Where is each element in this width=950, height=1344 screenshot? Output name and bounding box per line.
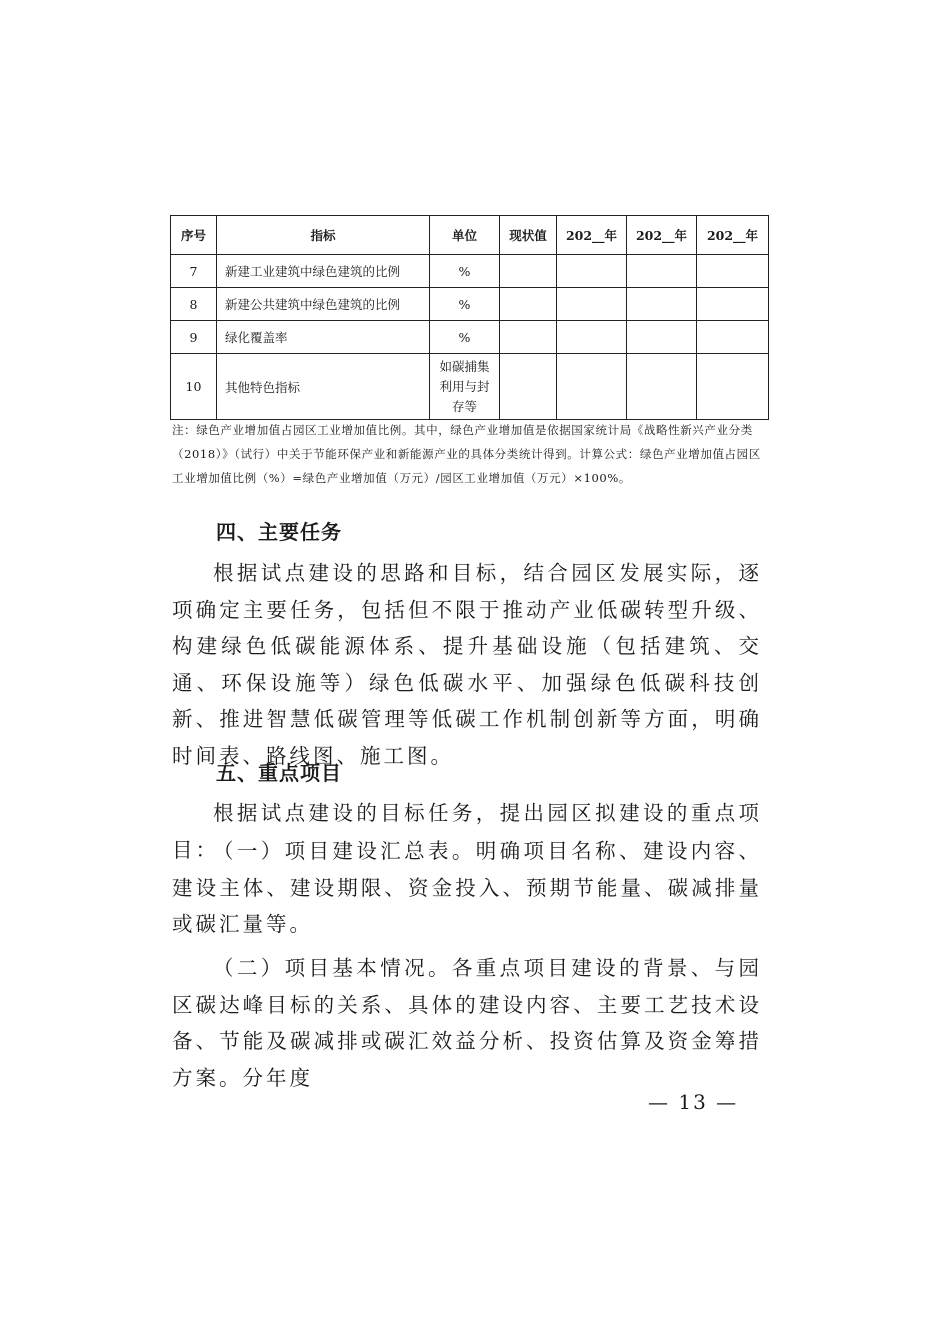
table-row (171, 354, 769, 420)
row-no: 7 (171, 255, 217, 288)
empty-cell (697, 321, 769, 354)
indicator-table (170, 215, 769, 420)
empty-cell (627, 354, 697, 420)
empty-cell (500, 321, 557, 354)
section-5-item-2: （二）项目基本情况。各重点项目建设的背景、与园区碳达峰目标的关系、具体的建设内容、主要工艺技术设备、节能及碳减排或碳汇效益分析、投资估算及资金筹措方案。分年度 (172, 956, 762, 1090)
empty-cell (557, 354, 627, 420)
empty-cell (557, 288, 627, 321)
row-indicator: 新建工业建筑中绿色建筑的比例 (217, 255, 430, 288)
header-unit: 单位 (430, 216, 500, 255)
section-5-item-1: （一）项目建设汇总表。明确项目名称、建设内容、建设主体、建设期限、资金投入、预期节能量、碳减排量或碳汇量等。 (172, 839, 762, 936)
table-row (171, 255, 769, 288)
table-header-row (171, 216, 769, 255)
header-current-value: 现状值 (500, 216, 557, 255)
empty-cell (697, 255, 769, 288)
page-number: — 13 — (648, 1090, 739, 1114)
header-indicator: 指标 (217, 216, 430, 255)
empty-cell (500, 288, 557, 321)
row-no: 8 (171, 288, 217, 321)
header-year-3: 202__年 (697, 216, 769, 255)
row-no: 10 (171, 354, 217, 420)
section-5-intro: 根据试点建设的目标任务，提出园区拟建设的重点项目： (172, 801, 762, 862)
empty-cell (697, 288, 769, 321)
row-unit: % (430, 255, 500, 288)
row-indicator: 绿化覆盖率 (217, 321, 430, 354)
empty-cell (557, 255, 627, 288)
row-indicator: 新建公共建筑中绿色建筑的比例 (217, 288, 430, 321)
section-4-heading: 四、主要任务 (216, 520, 342, 544)
table-note: 注：绿色产业增加值占园区工业增加值比例。其中，绿色产业增加值是依据国家统计局《战略性新兴产业分类（2018）》（试行）中关于节能环保产业和新能源产业的具体分类统计得到。计算公式：绿色产业增加值占园区工业增加值比例（%）=绿色产业增加值（万元）/园区工业增加值（万元）×100%。 (172, 423, 761, 485)
empty-cell (627, 288, 697, 321)
empty-cell (697, 354, 769, 420)
header-year-1: 202__年 (557, 216, 627, 255)
empty-cell (627, 255, 697, 288)
section-5-heading: 五、重点项目 (216, 761, 342, 785)
header-year-2: 202__年 (627, 216, 697, 255)
table-row (171, 288, 769, 321)
header-no: 序号 (171, 216, 217, 255)
table-row (171, 321, 769, 354)
row-unit: 如碳捕集利用与封存等 (430, 354, 500, 420)
row-no: 9 (171, 321, 217, 354)
empty-cell (500, 255, 557, 288)
row-indicator: 其他特色指标 (217, 354, 430, 420)
row-unit: % (430, 288, 500, 321)
empty-cell (627, 321, 697, 354)
empty-cell (500, 354, 557, 420)
section-4-body: 根据试点建设的思路和目标，结合园区发展实际，逐项确定主要任务，包括但不限于推动产业低碳转型升级、构建绿色低碳能源体系、提升基础设施（包括建筑、交通、环保设施等）绿色低碳水平、加强绿色低碳科技创新、推进智慧低碳管理等低碳工作机制创新等方面，明确时间表、路线图、施工图。 (172, 561, 762, 768)
empty-cell (557, 321, 627, 354)
row-unit: % (430, 321, 500, 354)
